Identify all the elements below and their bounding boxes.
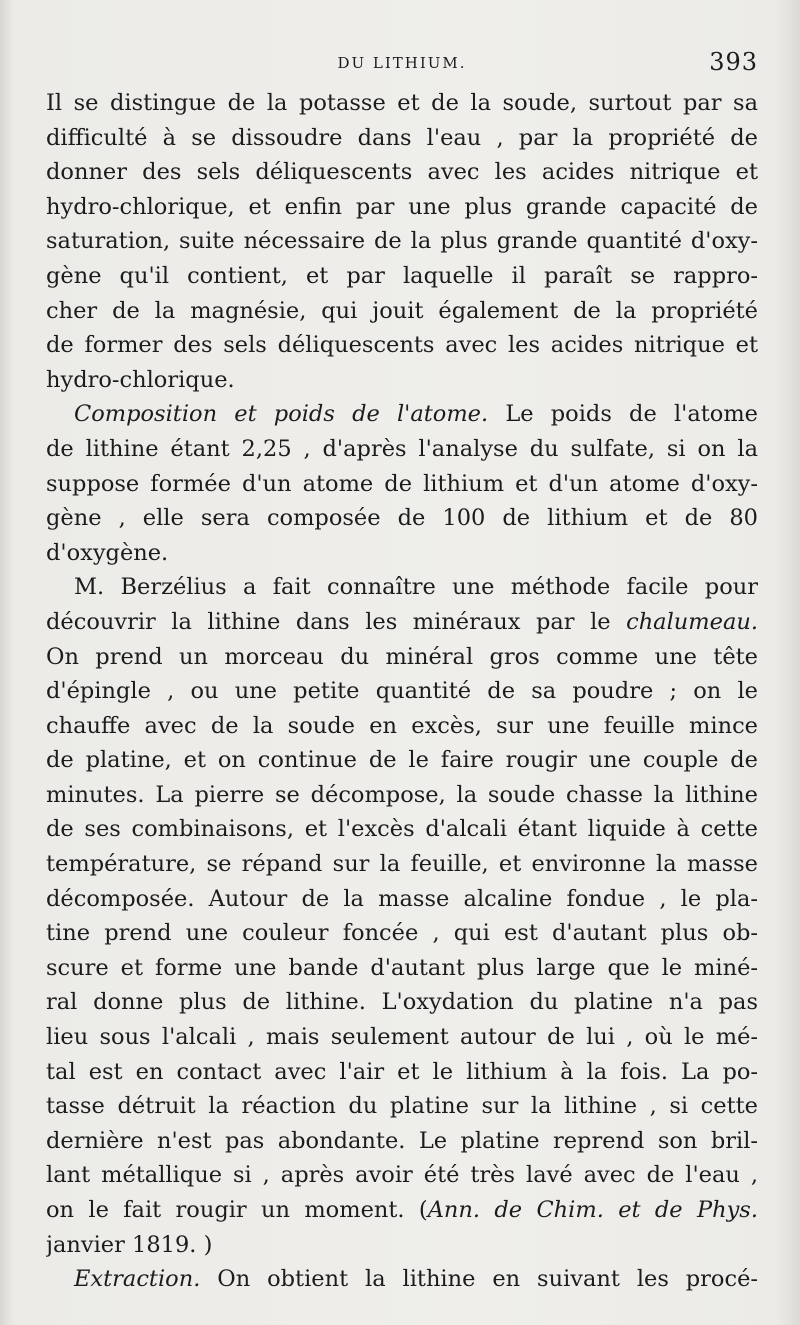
text-line: de lithine étant 2,25 , d'après l'analyse du sulfate, si on la (46, 435, 758, 462)
body-text (46, 86, 758, 1297)
text-line: d'oxygène. (46, 539, 169, 566)
text-line: suppose formée d'un atome de lithium et d'un atome d'oxy- (46, 470, 758, 497)
text-line: lieu sous l'alcali , mais seulement autour de lui , où le mé- (46, 1024, 758, 1051)
text-line: gène qu'il contient, et par laquelle il paraît se rappro- (46, 262, 758, 289)
text-line: température, se répand sur la feuille, et environne la masse (46, 851, 758, 878)
text-line: tine prend une couleur foncée , qui est d'autant plus ob- (46, 920, 758, 947)
section-heading-composition: Composition et poids de l'atome. (74, 401, 489, 428)
paragraph-extraction (46, 1262, 758, 1297)
paragraph-berzelius-method (46, 570, 758, 1262)
text-line: d'épingle , ou une petite quantité de sa poudre ; on le (46, 678, 758, 705)
text-line: M. Berzélius a fait connaître une méthode facile pour (74, 574, 758, 601)
running-head (46, 48, 758, 78)
text-run: Le poids de l'atome (488, 401, 758, 428)
text-line (46, 605, 758, 640)
page-number: 393 (709, 48, 758, 76)
paragraph-composition (46, 397, 758, 570)
text-line: saturation, suite nécessaire de la plus grande quantité d'oxy- (46, 228, 758, 255)
text-line: ral donne plus de lithine. L'oxydation du platine n'a pas (46, 989, 758, 1016)
section-heading-extraction: Extraction. (74, 1266, 201, 1293)
paragraph-properties (46, 86, 758, 397)
text-line: difficulté à se dissoudre dans l'eau , par la propriété de (46, 124, 758, 151)
text-line: janvier 1819. ) (46, 1231, 213, 1258)
text-line: hydro-chlorique. (46, 366, 235, 393)
running-title: DU LITHIUM. (337, 54, 467, 72)
text-line (46, 1262, 758, 1297)
text-run: on le fait rougir un moment. ( (46, 1197, 428, 1223)
text-line: décomposée. Autour de la masse alcaline fondue , le pla- (46, 885, 758, 912)
citation-journal: Ann. de Chim. et de Phys. (427, 1197, 758, 1223)
text-line: tasse détruit la réaction du platine sur la lithine , si cette (46, 1093, 758, 1120)
text-line: de former des sels déliquescents avec les acides nitrique et (46, 332, 758, 359)
text-line: donner des sels déliquescents avec les acides nitrique et (46, 159, 758, 186)
text-line: tal est en contact avec l'air et le lithium à la fois. La po- (46, 1058, 758, 1085)
text-line: chauffe avec de la soude en excès, sur une feuille mince (46, 712, 758, 739)
text-run: découvrir la lithine dans les minéraux par le (46, 608, 627, 635)
text-line: Il se distingue de la potasse et de la soude, surtout par sa (46, 90, 758, 116)
text-line (46, 1193, 758, 1228)
text-line: On prend un morceau du minéral gros comme une tête (46, 643, 758, 670)
text-line (46, 397, 758, 432)
text-run: On obtient la lithine en suivant les procé- (200, 1266, 758, 1293)
text-line: de platine, et on continue de le faire rougir une couple de (46, 747, 758, 774)
text-line: scure et forme une bande d'autant plus large que le miné- (46, 954, 758, 981)
text-line: minutes. La pierre se décompose, la soude chasse la lithine (46, 781, 758, 808)
text-line: dernière n'est pas abondante. Le platine reprend son bril- (46, 1127, 758, 1154)
text-line: cher de la magnésie, qui jouit également de la propriété (46, 297, 758, 324)
text-line: de ses combinaisons, et l'excès d'alcali étant liquide à cette (46, 816, 758, 843)
italic-term-chalumeau: chalumeau. (626, 608, 758, 635)
text-line: gène , elle sera composée de 100 de lithium et de 80 (46, 505, 758, 532)
text-line: lant métallique si , après avoir été très lavé avec de l'eau , (46, 1162, 758, 1189)
text-line: hydro-chlorique, et enfin par une plus grande capacité de (46, 193, 758, 220)
